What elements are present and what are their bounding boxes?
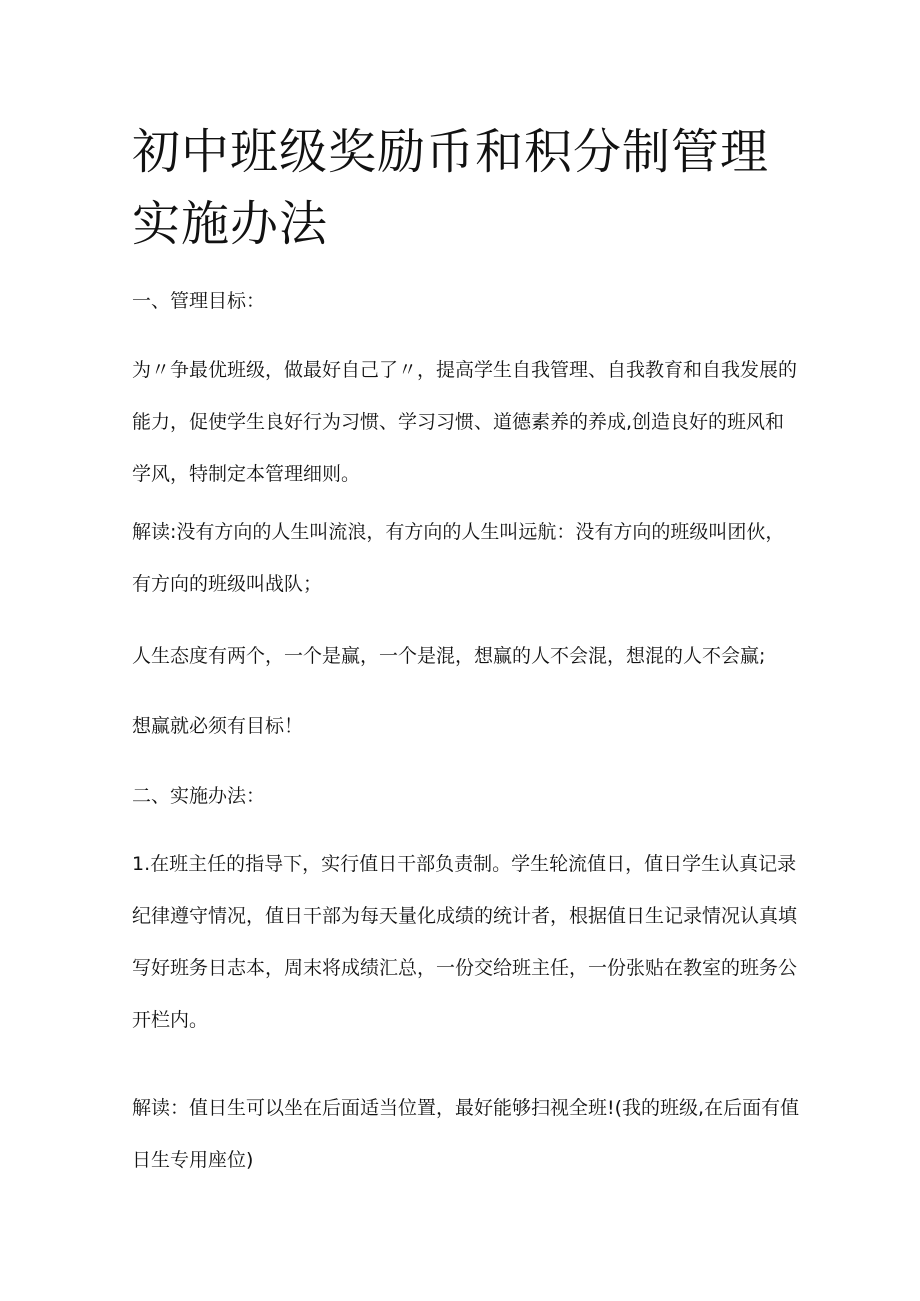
- paragraph-duty-system: 1.在班主任的指导下，实行值日干部负责制。学生轮流值日，值日学生认真记录纪律遵守情况，值日干部为每天量化成绩的统计者，根据值日生记录情况认真填写好班务日志本，周末将成绩汇总，一份交给班主任，一份张贴在教室的班务公开栏内。: [132, 853, 798, 1031]
- paragraph-purpose: 为〃争最优班级，做最好自己了〃，提高学生自我管理、自我教育和自我发展的能力，促使学生良好行为习惯、学习习惯、道德素养的养成,创造良好的班风和学风，特制定本管理细则。: [132, 359, 798, 485]
- section-heading-goals: 一、管理目标：: [132, 290, 266, 312]
- paragraph-need-goal: 想赢就必须有目标！: [132, 715, 304, 737]
- paragraph-interpretation-direction: 解读:没有方向的人生叫流浪，有方向的人生叫远航：没有方向的班级叫团伙，有方向的班级叫战队；: [132, 521, 785, 595]
- paragraph-life-attitude: 人生态度有两个，一个是赢，一个是混，想赢的人不会混，想混的人不会赢;: [132, 645, 766, 667]
- paragraph-interpretation-seat: 解读：值日生可以坐在后面适当位置，最好能够扫视全班!(我的班级,在后面有值日生专用座位): [132, 1097, 800, 1171]
- document-title: 初中班级奖励币和积分制管理实施办法: [132, 124, 770, 252]
- section-heading-implementation: 二、实施办法：: [132, 785, 266, 807]
